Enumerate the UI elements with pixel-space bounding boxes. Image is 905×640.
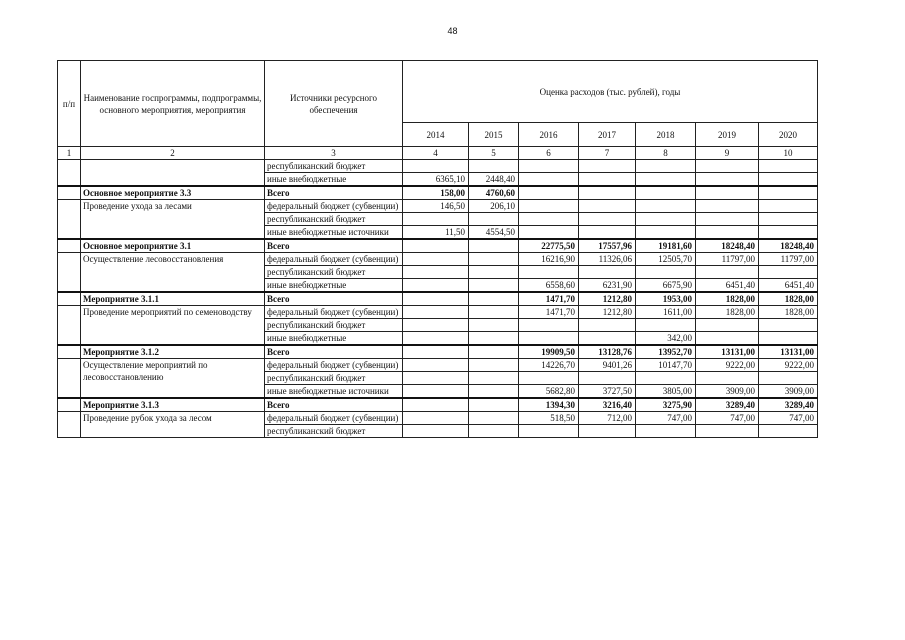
value-cell (579, 160, 636, 173)
total-value: 158,00 (403, 186, 469, 200)
index-cell: 3 (265, 147, 403, 160)
value-cell: 6675,90 (636, 279, 696, 293)
value-cell: 518,50 (519, 412, 579, 425)
total-value (469, 398, 519, 412)
value-cell (469, 359, 519, 372)
group-title: Мероприятие 3.1.3 (81, 398, 265, 412)
year-header: 2019 (696, 123, 759, 147)
value-cell (636, 226, 696, 240)
value-cell: 712,00 (579, 412, 636, 425)
group-subtitle (81, 160, 265, 187)
value-cell: 3909,00 (759, 385, 818, 399)
value-cell (696, 200, 759, 213)
value-cell (579, 319, 636, 332)
value-cell: 11326,06 (579, 253, 636, 266)
group-total-row (58, 345, 818, 359)
table-row (58, 160, 818, 173)
total-value (519, 186, 579, 200)
year-header: 2014 (403, 123, 469, 147)
value-cell (469, 372, 519, 385)
value-cell (469, 332, 519, 346)
source-cell: республиканский бюджет (265, 266, 403, 279)
value-cell (469, 160, 519, 173)
value-cell: 3805,00 (636, 385, 696, 399)
value-cell (403, 306, 469, 319)
value-cell (519, 319, 579, 332)
index-cell: 10 (759, 147, 818, 160)
table-row (58, 253, 818, 266)
value-cell (469, 279, 519, 293)
value-cell (403, 425, 469, 438)
value-cell: 1611,00 (636, 306, 696, 319)
value-cell (519, 332, 579, 346)
source-cell: республиканский бюджет (265, 319, 403, 332)
value-cell (403, 213, 469, 226)
header-row (58, 61, 818, 123)
source-cell: иные внебюджетные источники (265, 226, 403, 240)
group-title: Мероприятие 3.1.2 (81, 345, 265, 359)
total-value: 4760,60 (469, 186, 519, 200)
value-cell: 3909,00 (696, 385, 759, 399)
row-number-cell (58, 412, 81, 438)
value-cell: 146,50 (403, 200, 469, 213)
group-subtitle: Проведение ухода за лесами (81, 200, 265, 240)
year-header: 2017 (579, 123, 636, 147)
header-col-num: п/п (58, 61, 81, 147)
group-total-row (58, 292, 818, 306)
row-number-cell (58, 292, 81, 306)
value-cell: 2448,40 (469, 173, 519, 187)
total-label: Всего (265, 398, 403, 412)
value-cell: 747,00 (696, 412, 759, 425)
table-row (58, 412, 818, 425)
group-total-row (58, 239, 818, 253)
source-cell: иные внебюджетные источники (265, 385, 403, 399)
total-value: 1212,80 (579, 292, 636, 306)
value-cell (403, 412, 469, 425)
total-value: 19181,60 (636, 239, 696, 253)
group-subtitle: Проведение рубок ухода за лесом (81, 412, 265, 438)
total-value: 13128,76 (579, 345, 636, 359)
total-value: 22775,50 (519, 239, 579, 253)
value-cell (579, 372, 636, 385)
value-cell (696, 372, 759, 385)
source-cell: федеральный бюджет (субвенции) (265, 200, 403, 213)
source-cell: иные внебюджетные (265, 332, 403, 346)
total-value: 18248,40 (696, 239, 759, 253)
value-cell (519, 372, 579, 385)
total-value: 1953,00 (636, 292, 696, 306)
value-cell (696, 213, 759, 226)
value-cell (403, 372, 469, 385)
source-cell: республиканский бюджет (265, 372, 403, 385)
value-cell (636, 173, 696, 187)
year-header: 2018 (636, 123, 696, 147)
value-cell (403, 266, 469, 279)
total-value: 1828,00 (759, 292, 818, 306)
value-cell: 1828,00 (696, 306, 759, 319)
value-cell (469, 213, 519, 226)
header-col-name: Наименование госпрограммы, подпрограммы, основного мероприятия, мероприятия (81, 61, 265, 147)
value-cell (579, 332, 636, 346)
group-title: Мероприятие 3.1.1 (81, 292, 265, 306)
value-cell: 9222,00 (759, 359, 818, 372)
index-cell: 4 (403, 147, 469, 160)
value-cell: 342,00 (636, 332, 696, 346)
group-title: Основное мероприятие 3.3 (81, 186, 265, 200)
source-cell: республиканский бюджет (265, 160, 403, 173)
source-cell: иные внебюджетные (265, 173, 403, 187)
value-cell (759, 213, 818, 226)
value-cell (636, 266, 696, 279)
row-number-cell (58, 160, 81, 187)
value-cell: 3727,50 (579, 385, 636, 399)
value-cell: 1212,80 (579, 306, 636, 319)
group-subtitle: Осуществление мероприятий по лесовосстановлению (81, 359, 265, 399)
value-cell (519, 425, 579, 438)
row-number-cell (58, 200, 81, 240)
source-cell: иные внебюджетные (265, 279, 403, 293)
value-cell: 206,10 (469, 200, 519, 213)
value-cell: 747,00 (759, 412, 818, 425)
value-cell (636, 200, 696, 213)
row-number-cell (58, 253, 81, 293)
year-header: 2015 (469, 123, 519, 147)
value-cell: 10147,70 (636, 359, 696, 372)
table-row (58, 306, 818, 319)
total-label: Всего (265, 186, 403, 200)
value-cell (696, 226, 759, 240)
total-value: 1471,70 (519, 292, 579, 306)
header-col-source: Источники ресурсного обеспечения (265, 61, 403, 147)
total-value: 1394,30 (519, 398, 579, 412)
value-cell (759, 266, 818, 279)
index-cell: 7 (579, 147, 636, 160)
row-number-cell (58, 306, 81, 346)
total-value (403, 239, 469, 253)
value-cell (519, 266, 579, 279)
value-cell (696, 319, 759, 332)
source-cell: федеральный бюджет (субвенции) (265, 412, 403, 425)
total-value: 17557,96 (579, 239, 636, 253)
total-value (403, 292, 469, 306)
value-cell: 1828,00 (759, 306, 818, 319)
source-cell: республиканский бюджет (265, 213, 403, 226)
value-cell (579, 226, 636, 240)
value-cell: 1471,70 (519, 306, 579, 319)
value-cell (469, 306, 519, 319)
total-value (636, 186, 696, 200)
total-value: 13952,70 (636, 345, 696, 359)
index-cell: 6 (519, 147, 579, 160)
value-cell (469, 412, 519, 425)
value-cell (759, 372, 818, 385)
budget-table (57, 60, 818, 438)
value-cell: 12505,70 (636, 253, 696, 266)
value-cell: 9222,00 (696, 359, 759, 372)
value-cell (696, 425, 759, 438)
value-cell (579, 213, 636, 226)
value-cell (469, 425, 519, 438)
value-cell (759, 160, 818, 173)
index-cell: 2 (81, 147, 265, 160)
value-cell (519, 200, 579, 213)
total-value (403, 345, 469, 359)
total-value (469, 345, 519, 359)
value-cell (636, 160, 696, 173)
value-cell: 6365,10 (403, 173, 469, 187)
value-cell (696, 332, 759, 346)
value-cell (403, 253, 469, 266)
value-cell (519, 160, 579, 173)
group-subtitle: Проведение мероприятий по семеноводству (81, 306, 265, 346)
value-cell (519, 213, 579, 226)
header-col-estimate: Оценка расходов (тыс. рублей), годы (403, 61, 818, 123)
row-number-cell (58, 239, 81, 253)
total-value: 18248,40 (759, 239, 818, 253)
value-cell: 11797,00 (759, 253, 818, 266)
total-value: 13131,00 (759, 345, 818, 359)
source-cell: федеральный бюджет (субвенции) (265, 253, 403, 266)
total-value: 13131,00 (696, 345, 759, 359)
total-value: 3216,40 (579, 398, 636, 412)
total-label: Всего (265, 292, 403, 306)
source-cell: федеральный бюджет (субвенции) (265, 359, 403, 372)
value-cell (469, 385, 519, 399)
value-cell: 11,50 (403, 226, 469, 240)
row-number-cell (58, 186, 81, 200)
total-value: 1828,00 (696, 292, 759, 306)
index-cell: 5 (469, 147, 519, 160)
value-cell: 4554,50 (469, 226, 519, 240)
value-cell (696, 160, 759, 173)
value-cell (403, 332, 469, 346)
total-value: 19909,50 (519, 345, 579, 359)
value-cell (469, 319, 519, 332)
index-cell: 1 (58, 147, 81, 160)
value-cell (696, 173, 759, 187)
group-title: Основное мероприятие 3.1 (81, 239, 265, 253)
total-value (469, 239, 519, 253)
value-cell (579, 200, 636, 213)
value-cell (469, 253, 519, 266)
value-cell (403, 359, 469, 372)
value-cell (759, 319, 818, 332)
row-number-cell (58, 398, 81, 412)
row-number-cell (58, 359, 81, 399)
value-cell (403, 279, 469, 293)
value-cell (519, 173, 579, 187)
group-total-row (58, 398, 818, 412)
value-cell: 5682,80 (519, 385, 579, 399)
value-cell (403, 160, 469, 173)
total-value (759, 186, 818, 200)
value-cell (759, 226, 818, 240)
value-cell: 747,00 (636, 412, 696, 425)
table-row (58, 359, 818, 372)
page-number: 48 (447, 26, 458, 36)
value-cell (636, 425, 696, 438)
group-total-row (58, 186, 818, 200)
value-cell (403, 385, 469, 399)
total-value: 3289,40 (759, 398, 818, 412)
total-label: Всего (265, 345, 403, 359)
group-subtitle: Осуществление лесовосстановления (81, 253, 265, 293)
value-cell (759, 425, 818, 438)
index-cell: 8 (636, 147, 696, 160)
value-cell: 16216,90 (519, 253, 579, 266)
value-cell (759, 332, 818, 346)
source-cell: федеральный бюджет (субвенции) (265, 306, 403, 319)
source-cell: республиканский бюджет (265, 425, 403, 438)
value-cell (579, 266, 636, 279)
value-cell: 6451,40 (759, 279, 818, 293)
value-cell (519, 226, 579, 240)
value-cell (759, 200, 818, 213)
row-number-cell (58, 345, 81, 359)
value-cell (579, 173, 636, 187)
value-cell (696, 266, 759, 279)
total-value (579, 186, 636, 200)
index-cell: 9 (696, 147, 759, 160)
value-cell (469, 266, 519, 279)
year-header: 2020 (759, 123, 818, 147)
total-label: Всего (265, 239, 403, 253)
value-cell: 6231,90 (579, 279, 636, 293)
year-header: 2016 (519, 123, 579, 147)
header-index-row (58, 147, 818, 160)
table-body (58, 160, 818, 438)
total-value: 3275,90 (636, 398, 696, 412)
total-value: 3289,40 (696, 398, 759, 412)
value-cell: 6451,40 (696, 279, 759, 293)
value-cell (636, 319, 696, 332)
value-cell (636, 372, 696, 385)
value-cell (759, 173, 818, 187)
total-value (696, 186, 759, 200)
value-cell: 9401,26 (579, 359, 636, 372)
value-cell: 14226,70 (519, 359, 579, 372)
value-cell (403, 319, 469, 332)
total-value (403, 398, 469, 412)
total-value (469, 292, 519, 306)
value-cell (579, 425, 636, 438)
value-cell (636, 213, 696, 226)
value-cell: 6558,60 (519, 279, 579, 293)
table-row (58, 200, 818, 213)
value-cell: 11797,00 (696, 253, 759, 266)
